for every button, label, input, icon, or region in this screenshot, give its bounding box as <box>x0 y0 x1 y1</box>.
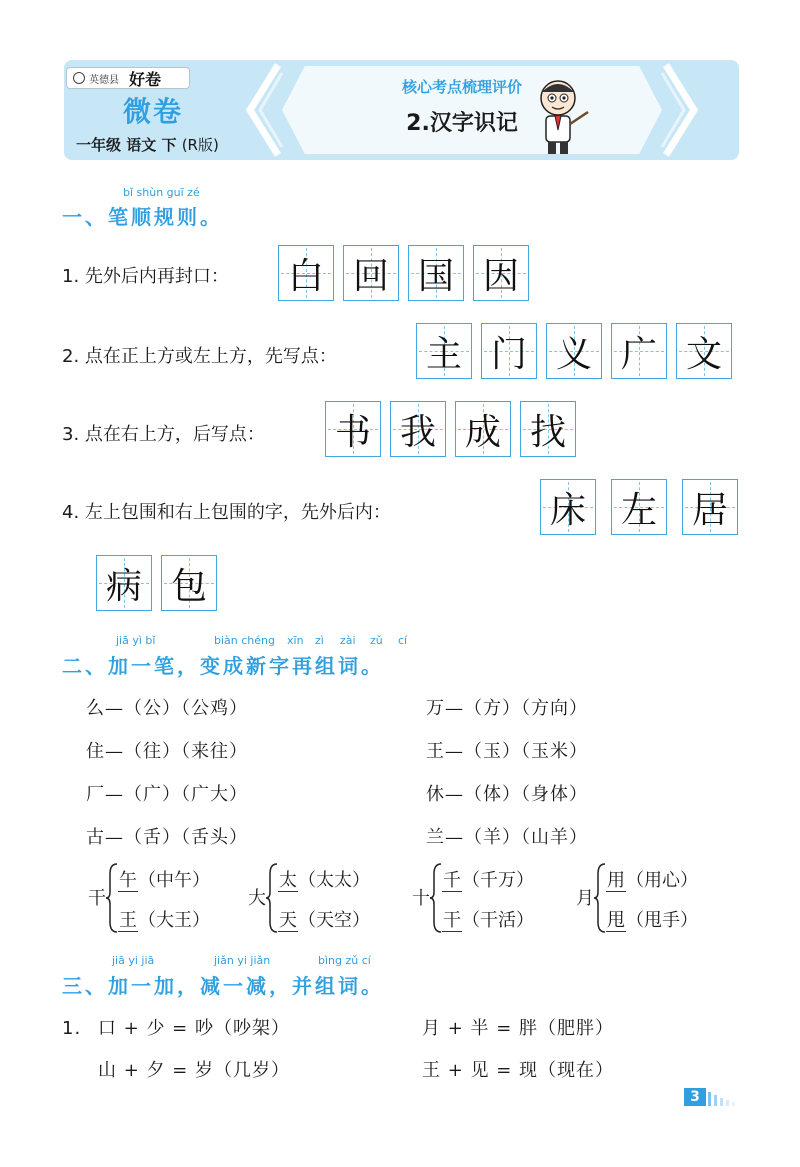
item-3-num: 3. <box>62 424 80 445</box>
brace-icon <box>106 862 118 934</box>
char-box: 主 <box>416 323 472 379</box>
subtitle: 核心考点梳理评价 <box>401 78 522 96</box>
section2-pinyin: zì <box>315 634 324 647</box>
brace-icon <box>266 862 278 934</box>
item-3 <box>62 420 265 446</box>
brace-root: 十 <box>412 888 430 909</box>
list-item: 王 + 见 = 现（现在） <box>422 1060 615 1081</box>
page-bars-icon <box>708 1090 740 1106</box>
grade-edition: (R版) <box>181 136 219 154</box>
section2-pinyin: cí <box>398 634 408 647</box>
char-box: 病 <box>96 555 152 611</box>
list-item: 山 + 夕 = 岁（几岁） <box>98 1060 291 1081</box>
brand-logo-icon <box>73 72 85 84</box>
section2-pinyin: jiā yì bǐ <box>116 634 156 647</box>
brace-icon <box>430 862 442 934</box>
item-1-num: 1. <box>62 266 80 287</box>
char-box: 左 <box>611 479 667 535</box>
item-4-num: 4. <box>62 502 80 523</box>
item-2-text: 点在正上方或左上方，先写点： <box>84 346 337 367</box>
item-2 <box>62 342 337 368</box>
section3-pinyin: jiā yi jiā <box>112 954 155 967</box>
section2-heading: 二、加一笔，变成新字再组词。 <box>62 654 384 678</box>
list-item: 月 + 半 = 胖（肥胖） <box>422 1018 615 1039</box>
mascot-teacher-icon <box>530 78 592 158</box>
char-box: 白 <box>278 245 334 301</box>
section2-pinyin: xīn <box>287 634 304 647</box>
brace-root: 月 <box>576 888 594 909</box>
list-item: 休—（体）（身体） <box>426 784 588 805</box>
section3-pinyin: jiǎn yi jiǎn <box>214 954 271 967</box>
section3-heading: 三、加一加，减一减，并组词。 <box>62 974 384 998</box>
brand-bold: 好卷 <box>129 69 162 89</box>
char-box: 国 <box>408 245 464 301</box>
chevron-right-icon <box>660 63 700 157</box>
char-box: 找 <box>520 401 576 457</box>
list-item: 厂—（广）（广大） <box>86 784 248 805</box>
grade-line <box>76 134 219 155</box>
list-item: 万—（方）（方向） <box>426 698 588 719</box>
char-box: 义 <box>546 323 602 379</box>
list-item: 住—（往）（来往） <box>86 741 248 762</box>
section1-heading: 一、笔顺规则。 <box>62 205 223 229</box>
section2-pinyin: zài <box>340 634 356 647</box>
item-1-text: 先外后内再封口： <box>84 266 229 287</box>
item-2-num: 2. <box>62 346 80 367</box>
page-title: 2.汉字识记 <box>406 111 518 136</box>
brace-root: 干 <box>88 888 106 909</box>
brand-tab <box>66 67 190 89</box>
char-box: 文 <box>676 323 732 379</box>
series-title: 微卷 <box>122 95 183 128</box>
list-item: 1. 口 + 少 = 吵（吵架） <box>62 1018 290 1039</box>
grade-text: 一年级 语文 下 <box>76 136 177 154</box>
char-box: 书 <box>325 401 381 457</box>
brace-icon <box>594 862 606 934</box>
char-box: 包 <box>161 555 217 611</box>
chevron-left-icon <box>244 63 284 157</box>
section1-pinyin: bǐ shùn guī zé <box>123 186 200 199</box>
char-box: 回 <box>343 245 399 301</box>
char-box: 床 <box>540 479 596 535</box>
item-1 <box>62 262 229 288</box>
item-4 <box>62 498 391 524</box>
brace-root: 大 <box>248 888 266 909</box>
section2-pinyin: biàn chéng <box>214 634 275 647</box>
char-box: 成 <box>455 401 511 457</box>
char-box: 居 <box>682 479 738 535</box>
item-4-text: 左上包围和右上包围的字，先外后内： <box>84 502 391 523</box>
page-number: 3 <box>684 1088 706 1106</box>
char-box: 广 <box>611 323 667 379</box>
char-box: 我 <box>390 401 446 457</box>
section2-pinyin: zǔ <box>370 634 383 647</box>
section3-pinyin: bìng zǔ cí <box>318 954 371 967</box>
item-3-text: 点在右上方，后写点： <box>84 424 265 445</box>
list-item: 王—（玉）（玉米） <box>426 741 588 762</box>
char-box: 门 <box>481 323 537 379</box>
list-item: 古—（舌）（舌头） <box>86 827 248 848</box>
list-item: 么—（公）（公鸡） <box>86 698 248 719</box>
list-item: 兰—（羊）（山羊） <box>426 827 588 848</box>
char-box: 因 <box>473 245 529 301</box>
brand-label: 英德县 <box>89 74 119 86</box>
